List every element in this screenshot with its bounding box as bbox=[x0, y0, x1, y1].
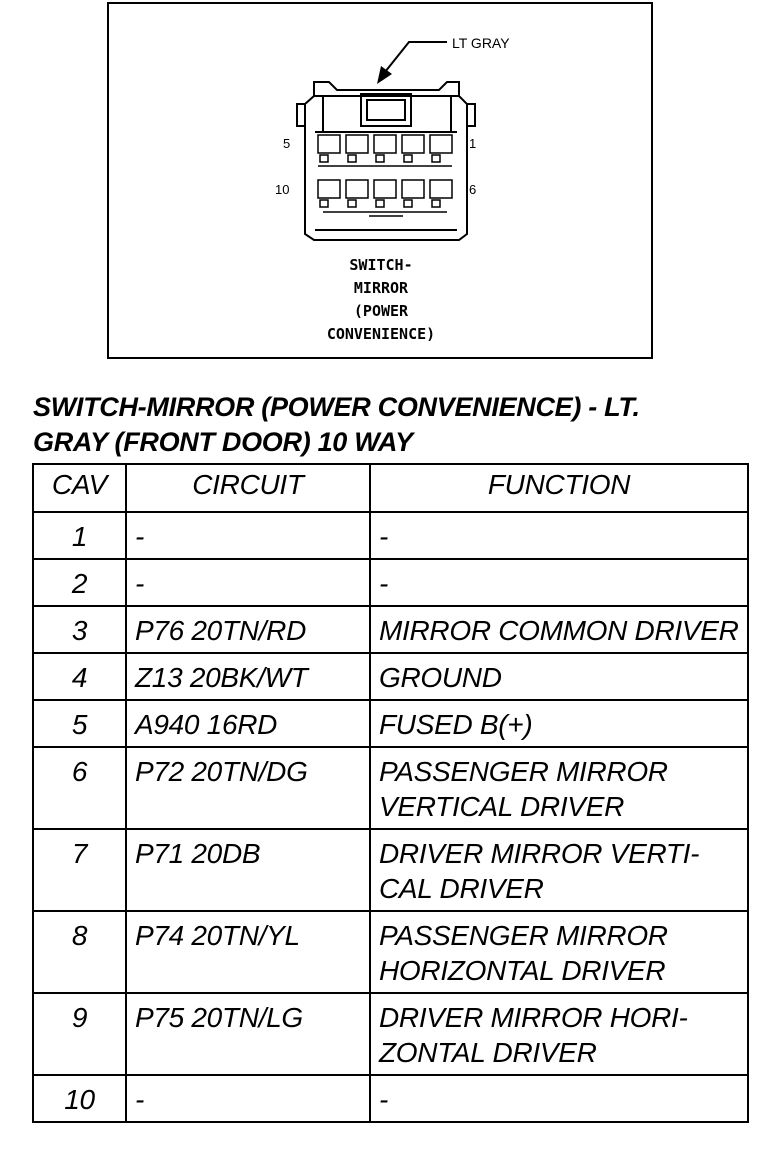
circuit-cell: Z13 20BK/WT bbox=[126, 653, 370, 700]
table-row bbox=[33, 653, 748, 700]
pin-label-6: 6 bbox=[469, 182, 477, 197]
table-header-row bbox=[33, 464, 748, 512]
table-row bbox=[33, 911, 748, 993]
header-circuit: CIRCUIT bbox=[126, 464, 370, 512]
callout bbox=[377, 35, 510, 84]
table-row bbox=[33, 606, 748, 653]
function-cell: DRIVER MIRROR HORI-ZONTAL DRIVER bbox=[370, 993, 748, 1075]
bottom-row-cavities bbox=[318, 180, 452, 216]
table-row bbox=[33, 829, 748, 911]
function-cell: DRIVER MIRROR VERTI-CAL DRIVER bbox=[370, 829, 748, 911]
circuit-cell: - bbox=[126, 1075, 370, 1122]
table-row bbox=[33, 747, 748, 829]
function-cell: - bbox=[370, 1075, 748, 1122]
function-cell: - bbox=[370, 559, 748, 606]
function-cell: PASSENGER MIRROR VERTICAL DRIVER bbox=[370, 747, 748, 829]
connector-figure bbox=[107, 2, 653, 359]
diagram-caption-line: SWITCH- bbox=[349, 256, 413, 274]
pin-label-10: 10 bbox=[275, 182, 290, 197]
cav-cell: 8 bbox=[33, 911, 126, 993]
cav-cell: 10 bbox=[33, 1075, 126, 1122]
cav-cell: 1 bbox=[33, 512, 126, 559]
top-row-cavities bbox=[318, 135, 452, 166]
cav-cell: 2 bbox=[33, 559, 126, 606]
diagram-caption-line: CONVENIENCE) bbox=[326, 325, 436, 343]
circuit-cell: P71 20DB bbox=[126, 829, 370, 911]
pinout-table bbox=[32, 463, 749, 1123]
cav-cell: 7 bbox=[33, 829, 126, 911]
heading-line: GRAY (FRONT DOOR) 10 WAY bbox=[33, 427, 413, 457]
circuit-cell: P75 20TN/LG bbox=[126, 993, 370, 1075]
circuit-cell: P76 20TN/RD bbox=[126, 606, 370, 653]
circuit-cell: P72 20TN/DG bbox=[126, 747, 370, 829]
diagram-caption-line: (POWER bbox=[353, 302, 409, 320]
cav-cell: 6 bbox=[33, 747, 126, 829]
header-function: FUNCTION bbox=[370, 464, 748, 512]
function-cell: GROUND bbox=[370, 653, 748, 700]
function-cell: - bbox=[370, 512, 748, 559]
pin-label-5: 5 bbox=[283, 136, 291, 151]
table-row bbox=[33, 559, 748, 606]
circuit-cell: - bbox=[126, 512, 370, 559]
cav-cell: 9 bbox=[33, 993, 126, 1075]
pin-label-1: 1 bbox=[469, 136, 477, 151]
cav-cell: 4 bbox=[33, 653, 126, 700]
table-row bbox=[33, 1075, 748, 1122]
connector-drawing bbox=[109, 4, 655, 361]
diagram-caption-line: MIRROR bbox=[353, 279, 409, 297]
function-cell: FUSED B(+) bbox=[370, 700, 748, 747]
header-cav: CAV bbox=[33, 464, 126, 512]
connector-heading bbox=[33, 390, 753, 460]
callout-label: LT GRAY bbox=[452, 35, 510, 51]
function-cell: PASSENGER MIRROR HORIZONTAL DRIVER bbox=[370, 911, 748, 993]
table-row bbox=[33, 512, 748, 559]
heading-line: SWITCH-MIRROR (POWER CONVENIENCE) - LT. bbox=[33, 392, 640, 422]
circuit-cell: - bbox=[126, 559, 370, 606]
table-row bbox=[33, 993, 748, 1075]
table-row bbox=[33, 700, 748, 747]
function-cell: MIRROR COMMON DRIVER bbox=[370, 606, 748, 653]
cav-cell: 3 bbox=[33, 606, 126, 653]
circuit-cell: P74 20TN/YL bbox=[126, 911, 370, 993]
circuit-cell: A940 16RD bbox=[126, 700, 370, 747]
cav-cell: 5 bbox=[33, 700, 126, 747]
